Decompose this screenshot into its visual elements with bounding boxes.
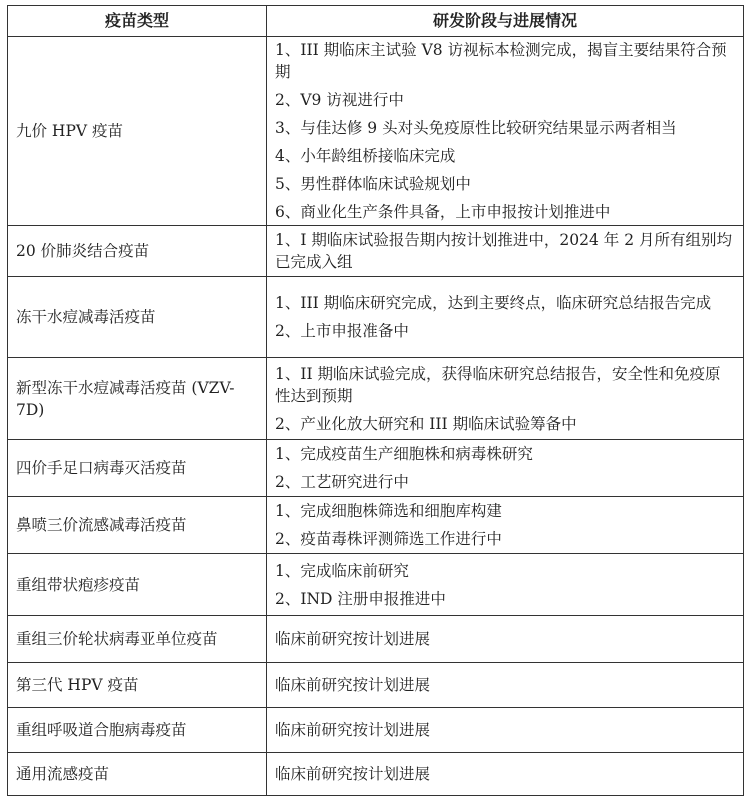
progress-item: 2、产业化放大研究和 III 期临床试验筹备中 — [275, 414, 577, 433]
table-row — [8, 358, 744, 440]
vaccine-name-cell: 重组带状疱疹疫苗 — [8, 554, 267, 616]
progress-item: 1、完成细胞株筛选和细胞库构建 — [275, 502, 502, 520]
progress-item: 1、I 期临床试验报告期内按计划推进中，2024 年 2 月所有组别均已完成入组 — [275, 231, 733, 271]
table-row — [8, 226, 744, 277]
progress-cell — [267, 358, 744, 440]
vaccine-name-cell: 四价手足口病毒灭活疫苗 — [8, 440, 267, 497]
table-row — [8, 277, 744, 358]
vaccine-pipeline-table — [7, 5, 744, 796]
vaccine-name-cell: 第三代 HPV 疫苗 — [8, 663, 267, 708]
vaccine-name-cell: 冻干水痘减毒活疫苗 — [8, 277, 267, 358]
progress-item: 2、IND 注册申报推进中 — [275, 589, 446, 608]
progress-cell — [267, 226, 744, 277]
progress-item: 4、小年龄组桥接临床完成 — [275, 147, 456, 165]
progress-item: 1、完成临床前研究 — [275, 561, 409, 580]
progress-cell — [267, 37, 744, 226]
table-body — [8, 37, 744, 796]
vaccine-name-cell: 重组呼吸道合胞病毒疫苗 — [8, 708, 267, 753]
table-row — [8, 554, 744, 616]
progress-cell — [267, 753, 744, 796]
vaccine-name-cell: 重组三价轮状病毒亚单位疫苗 — [8, 616, 267, 663]
progress-item: 2、工艺研究进行中 — [275, 473, 409, 491]
progress-cell — [267, 277, 744, 358]
vaccine-name-cell: 鼻喷三价流感减毒活疫苗 — [8, 497, 267, 554]
vaccine-name-cell: 通用流感疫苗 — [8, 753, 267, 796]
progress-cell — [267, 554, 744, 616]
progress-cell — [267, 616, 744, 663]
progress-item: 1、III 期临床主试验 V8 访视标本检测完成，揭盲主要结果符合预期 — [275, 41, 727, 81]
progress-item: 临床前研究按计划进展 — [275, 765, 431, 783]
table-row — [8, 440, 744, 497]
progress-item: 2、疫苗毒株评测筛选工作进行中 — [275, 530, 502, 548]
progress-item: 临床前研究按计划进展 — [275, 676, 431, 694]
progress-item: 临床前研究按计划进展 — [275, 721, 431, 739]
progress-item: 3、与佳达修 9 头对头免疫原性比较研究结果显示两者相当 — [275, 119, 677, 137]
progress-item: 5、男性群体临床试验规划中 — [275, 175, 471, 193]
progress-item: 2、上市申报准备中 — [275, 322, 409, 340]
table-row — [8, 616, 744, 663]
progress-cell — [267, 497, 744, 554]
progress-item: 1、完成疫苗生产细胞株和病毒株研究 — [275, 445, 533, 463]
table-row — [8, 753, 744, 796]
vaccine-name-cell: 新型冻干水痘减毒活疫苗 (VZV-7D) — [8, 358, 267, 440]
progress-cell — [267, 663, 744, 708]
table-row — [8, 497, 744, 554]
vaccine-name-cell: 九价 HPV 疫苗 — [8, 37, 267, 226]
header-vaccine-type: 疫苗类型 — [8, 6, 267, 37]
header-row — [8, 6, 744, 37]
table-row — [8, 708, 744, 753]
table-row — [8, 37, 744, 226]
table-row — [8, 663, 744, 708]
vaccine-name-cell: 20 价肺炎结合疫苗 — [8, 226, 267, 277]
progress-item: 2、V9 访视进行中 — [275, 91, 404, 109]
progress-item: 1、II 期临床试验完成，获得临床研究总结报告，安全性和免疫原性达到预期 — [275, 364, 721, 405]
progress-item: 6、商业化生产条件具备，上市申报按计划推进中 — [275, 203, 611, 221]
header-progress: 研发阶段与进展情况 — [267, 6, 744, 37]
progress-item: 1、III 期临床研究完成，达到主要终点，临床研究总结报告完成 — [275, 294, 712, 312]
progress-item: 临床前研究按计划进展 — [275, 630, 431, 648]
progress-cell — [267, 708, 744, 753]
progress-cell — [267, 440, 744, 497]
